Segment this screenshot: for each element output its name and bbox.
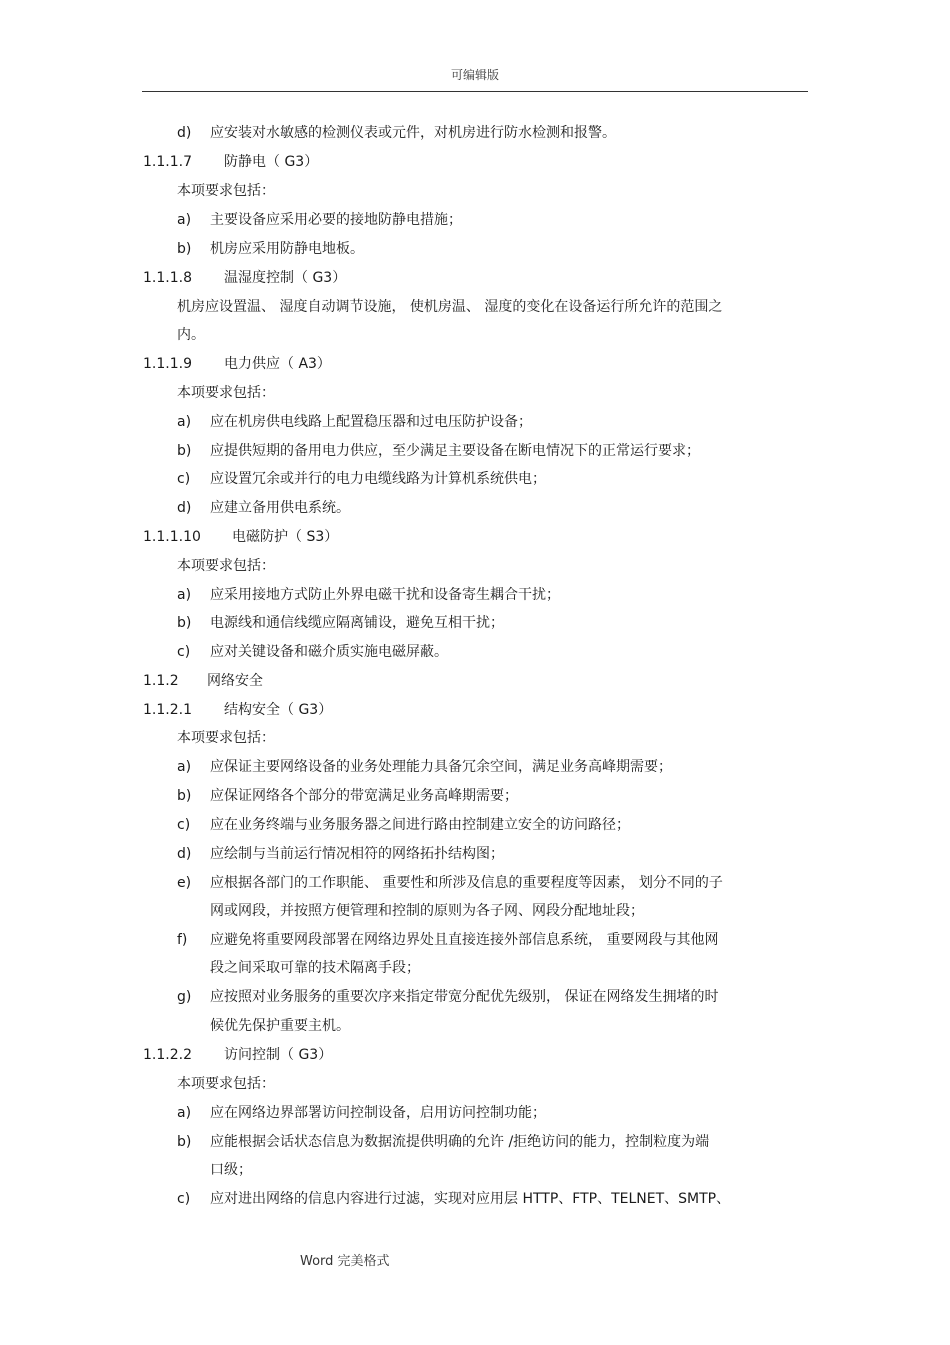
section-number: 1.1.1.10 [143, 529, 201, 545]
page-footer: Word 完美格式 [300, 1254, 390, 1269]
requirement-intro: 本项要求包括： [177, 1076, 275, 1092]
item-label: f) [177, 932, 188, 948]
item-label: e) [177, 875, 192, 891]
item-text: 应保证主要网络设备的业务处理能力具备冗余空间，满足业务高峰期需要； [210, 759, 672, 775]
section-title: 电力供应（ A3） [224, 356, 331, 372]
section-number: 1.1.1.7 [143, 154, 192, 170]
item-text: 应绘制与当前运行情况相符的网络拓扑结构图； [210, 846, 504, 862]
item-label: c) [177, 644, 191, 660]
header-rule [142, 91, 808, 92]
section-number: 1.1.2 [143, 673, 179, 689]
item-text: 应在网络边界部署访问控制设备，启用访问控制功能； [210, 1105, 546, 1121]
item-text: 应安装对水敏感的检测仪表或元件，对机房进行防水检测和报警。 [210, 125, 616, 141]
item-text: 应对关键设备和磁介质实施电磁屏蔽。 [210, 644, 448, 660]
section-title: 访问控制（ G3） [224, 1047, 333, 1063]
section-number: 1.1.1.9 [143, 356, 192, 372]
item-text: 应在机房供电线路上配置稳压器和过电压防护设备； [210, 414, 532, 430]
paragraph-line: 机房应设置温、 湿度自动调节设施， 使机房温、 湿度的变化在设备运行所允许的范围之 [177, 299, 723, 315]
item-text-continued: 段之间采取可靠的技术隔离手段； [210, 960, 420, 976]
section-title: 网络安全 [207, 673, 263, 689]
item-text: 应对进出网络的信息内容进行过滤，实现对应用层 HTTP、FTP、TELNET、SMTP、 [210, 1191, 731, 1207]
item-label: b) [177, 241, 192, 257]
item-label: c) [177, 817, 191, 833]
item-text: 机房应采用防静电地板。 [210, 241, 364, 257]
item-label: a) [177, 1105, 192, 1121]
item-label: d) [177, 500, 192, 516]
item-label: a) [177, 759, 192, 775]
item-text: 应避免将重要网段部署在网络边界处且直接连接外部信息系统， 重要网段与其他网 [210, 932, 719, 948]
item-label: a) [177, 414, 192, 430]
item-text: 应建立备用供电系统。 [210, 500, 350, 516]
item-text: 应在业务终端与业务服务器之间进行路由控制建立安全的访问路径； [210, 817, 630, 833]
item-label: g) [177, 989, 192, 1005]
item-label: d) [177, 125, 192, 141]
item-label: c) [177, 1191, 191, 1207]
item-text: 应按照对业务服务的重要次序来指定带宽分配优先级别， 保证在网络发生拥堵的时 [210, 989, 719, 1005]
item-text: 应采用接地方式防止外界电磁干扰和设备寄生耦合干扰； [210, 587, 560, 603]
requirement-intro: 本项要求包括： [177, 385, 275, 401]
page-header: 可编辑版 [450, 68, 499, 82]
requirement-intro: 本项要求包括： [177, 558, 275, 574]
item-text-continued: 口级； [210, 1162, 252, 1178]
section-title: 温湿度控制（ G3） [224, 270, 347, 286]
section-number: 1.1.1.8 [143, 270, 192, 286]
item-label: c) [177, 471, 191, 487]
item-label: a) [177, 587, 192, 603]
section-title: 防静电（ G3） [224, 154, 319, 170]
item-label: a) [177, 212, 192, 228]
item-text: 应能根据会话状态信息为数据流提供明确的允许 /拒绝访问的能力，控制粒度为端 [210, 1134, 710, 1150]
item-text-continued: 网或网段，并按照方便管理和控制的原则为各子网、网段分配地址段； [210, 903, 644, 919]
item-label: b) [177, 615, 192, 631]
item-label: b) [177, 788, 192, 804]
item-label: d) [177, 846, 192, 862]
item-text: 主要设备应采用必要的接地防静电措施； [210, 212, 462, 228]
item-label: b) [177, 1134, 192, 1150]
section-title: 结构安全（ G3） [224, 702, 333, 718]
section-number: 1.1.2.1 [143, 702, 192, 718]
item-text: 电源线和通信线缆应隔离铺设，避免互相干扰； [210, 615, 504, 631]
section-title: 电磁防护（ S3） [232, 529, 339, 545]
item-text: 应设置冗余或并行的电力电缆线路为计算机系统供电； [210, 471, 546, 487]
section-number: 1.1.2.2 [143, 1047, 192, 1063]
requirement-intro: 本项要求包括： [177, 730, 275, 746]
requirement-intro: 本项要求包括： [177, 183, 275, 199]
item-text: 应提供短期的备用电力供应，至少满足主要设备在断电情况下的正常运行要求； [210, 443, 700, 459]
item-text: 应根据各部门的工作职能、 重要性和所涉及信息的重要程度等因素， 划分不同的子 [210, 875, 723, 891]
item-text: 应保证网络各个部分的带宽满足业务高峰期需要； [210, 788, 518, 804]
item-text-continued: 候优先保护重要主机。 [210, 1018, 350, 1034]
item-label: b) [177, 443, 192, 459]
paragraph-line: 内。 [177, 327, 205, 343]
